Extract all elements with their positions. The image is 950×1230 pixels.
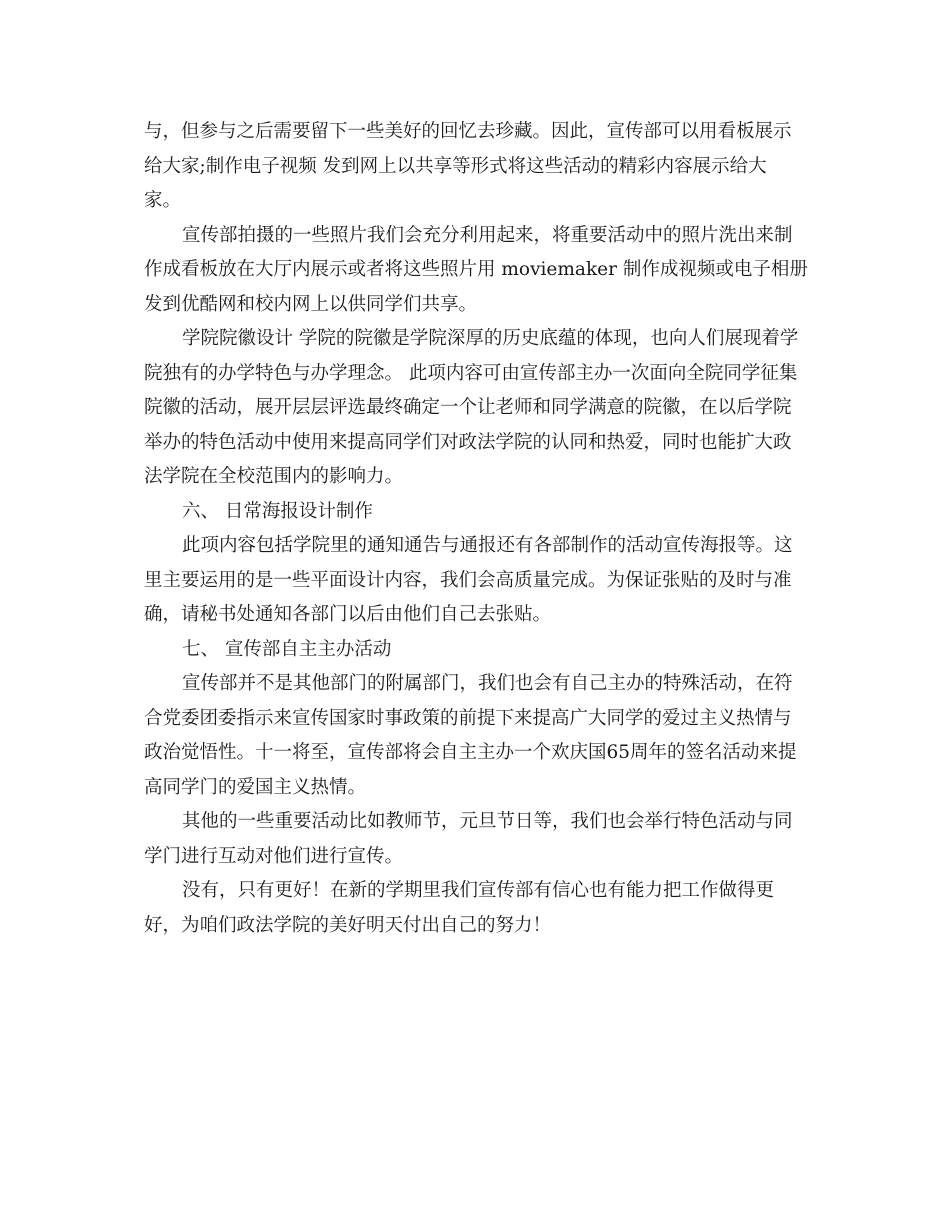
text-line: 院独有的办学特色与办学理念。 此项内容可由宣传部主办一次面向全院同学征集: [144, 362, 798, 384]
section-heading: [144, 495, 808, 530]
document-body: [144, 115, 808, 943]
text-line: 政治觉悟性。十一将至，宣传部将会自主主办一个欢庆国65周年的签名活动来提: [144, 742, 797, 763]
text-line: 学门进行互动对他们进行宣传。: [144, 845, 404, 867]
text-line: 与，但参与之后需要留下一些美好的回忆去珍藏。因此，宣传部可以用看板展示: [144, 121, 792, 142]
text-line: 此项内容包括学院里的通知通告与通报还有各部制作的活动宣传海报等。这: [182, 535, 793, 556]
text-line: 没有，只有更好！在新的学期里我们宣传部有信心也有能力把工作做得更: [182, 880, 775, 901]
paragraph: [144, 115, 808, 219]
text-line: 其他的一些重要活动比如教师节，元旦节日等，我们也会举行特色活动与同: [182, 811, 793, 832]
text-line: 六、 日常海报设计制作: [182, 500, 373, 522]
text-line: 高同学门的爱国主义热情。: [144, 776, 367, 798]
text-line: 法学院在全校范围内的影响力。: [144, 466, 404, 487]
text-line: 宣传部并不是其他部门的附属部门，我们也会有自己主办的特殊活动，在符: [182, 673, 793, 694]
text-line: 举办的特色活动中使用来提高同学们对政法学院的认同和热爱，同时也能扩大政: [144, 431, 792, 453]
text-line: 好，为咱们政法学院的美好明天付出自己的努力！: [144, 914, 552, 936]
paragraph: [144, 219, 808, 323]
paragraph: [144, 874, 808, 943]
text-line: 合党委团委指示来宣传国家时事政策的前提下来提高广大同学的爱过主义热情与: [144, 707, 792, 729]
text-line: 院徽的活动，展开层层评选最终确定一个让老师和同学满意的院徽，在以后学院: [144, 397, 792, 418]
text-line: 给大家;制作电子视频 发到网上以共享等形式将这些活动的精彩内容展示给大: [144, 155, 767, 177]
paragraph: [144, 805, 808, 874]
text-line: 确，请秘书处通知各部门以后由他们自己去张贴。: [144, 604, 552, 625]
text-line: 宣传部拍摄的一些照片我们会充分利用起来，将重要活动中的照片洗出来制: [182, 224, 793, 246]
text-line: 里主要运用的是一些平面设计内容，我们会高质量完成。为保证张贴的及时与准: [144, 569, 792, 591]
text-line: 家。: [144, 190, 182, 211]
text-line: 发到优酷网和校内网上以供同学们共享。: [144, 293, 478, 315]
text-line: 学院院徽设计 学院的院徽是学院深厚的历史底蕴的体现，也向人们展现着学: [182, 328, 799, 349]
paragraph: [144, 529, 808, 633]
paragraph: [144, 667, 808, 805]
text-line: 七、 宣传部自主主办活动: [182, 638, 392, 660]
section-heading: [144, 633, 808, 668]
text-line: 作成看板放在大厅内展示或者将这些照片用 moviemaker 制作成视频或电子相册: [144, 259, 808, 280]
paragraph: [144, 322, 808, 495]
